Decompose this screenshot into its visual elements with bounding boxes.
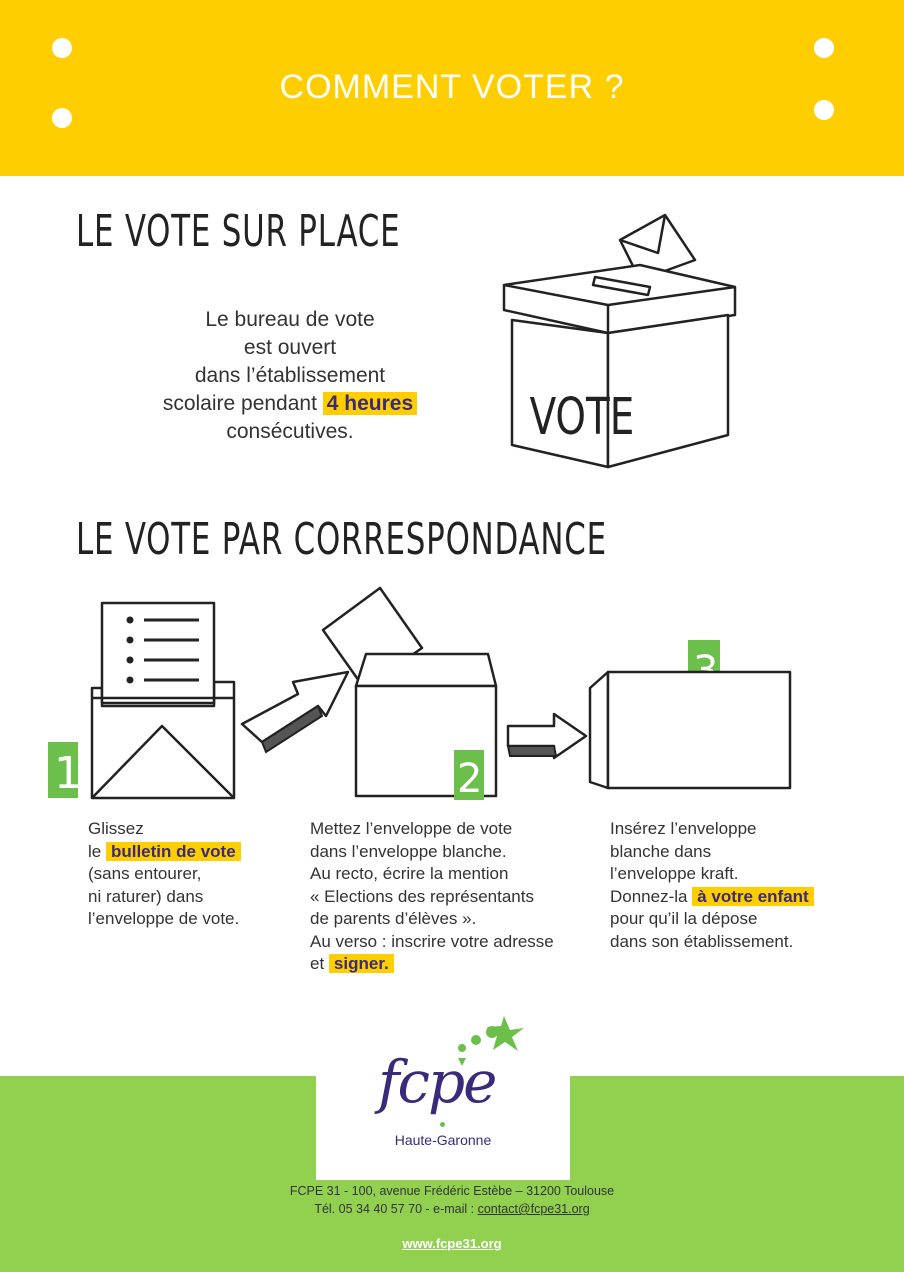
page-title: COMMENT VOTER ? <box>279 68 625 106</box>
step-line-prefix: et <box>310 954 325 973</box>
ballot-box-label: VOTE <box>529 387 635 447</box>
step-line <box>310 953 600 976</box>
step-line: dans son établissement. <box>610 931 794 951</box>
step-line: Glissez <box>88 819 144 838</box>
fcpe-logo-icon <box>376 1010 526 1120</box>
on-site-description <box>120 306 460 446</box>
on-site-line-prefix: scolaire pendant <box>162 392 317 415</box>
logo-wordmark: fcpe <box>378 1048 496 1116</box>
on-site-line: dans l’établissement <box>194 364 386 387</box>
step-line-prefix: le <box>88 841 102 861</box>
step-line: Au verso : inscrire votre adresse <box>310 931 554 951</box>
step-3-text <box>610 818 870 953</box>
on-site-line <box>120 390 460 418</box>
decor-dot-icon <box>52 38 72 58</box>
step-line <box>88 841 288 864</box>
kraft-envelope-icon <box>586 638 798 798</box>
footer-contact <box>0 1202 904 1216</box>
footer-contact-prefix: Tél. 05 34 40 57 70 - e-mail : <box>314 1202 475 1216</box>
envelope-with-ballot-icon <box>44 598 244 804</box>
on-site-line: consécutives. <box>226 420 354 443</box>
ballot-box-icon <box>490 205 750 475</box>
highlight-sign: signer. <box>329 954 394 973</box>
arrow-right-icon <box>506 710 590 766</box>
step-line: blanche dans <box>610 841 712 861</box>
step-line: Insérez l’enveloppe <box>610 819 757 838</box>
step-line: dans l’enveloppe blanche. <box>310 841 507 861</box>
section-title-on-site: LE VOTE SUR PLACE <box>76 206 401 257</box>
on-site-line: est ouvert <box>243 336 337 359</box>
step-line: ni raturer) dans <box>88 886 204 906</box>
logo-box <box>316 1018 570 1180</box>
envelope-with-card-icon <box>318 588 518 804</box>
highlight-child: à votre enfant <box>692 887 813 906</box>
step-number-1: 1 <box>54 748 82 799</box>
step-2-text <box>310 818 600 976</box>
step-1-text <box>88 818 288 931</box>
step-line: l’enveloppe de vote. <box>88 909 240 928</box>
highlight-ballot: bulletin de vote <box>106 842 241 861</box>
step-line: pour qu’il la dépose <box>610 909 758 928</box>
step-line: Au recto, écrire la mention <box>310 864 509 883</box>
step-line <box>610 886 870 909</box>
section-title-mail: LE VOTE PAR CORRESPONDANCE <box>76 514 607 565</box>
website-link[interactable]: www.fcpe31.org <box>402 1236 502 1251</box>
step-line: « Elections des représentants <box>310 886 534 906</box>
decor-dot-icon <box>814 38 834 58</box>
step-line-prefix: Donnez-la <box>610 886 688 906</box>
step-line: Mettez l’enveloppe de vote <box>310 819 513 838</box>
step-line: l’enveloppe kraft. <box>610 864 739 883</box>
email-link[interactable]: contact@fcpe31.org <box>477 1202 590 1216</box>
highlight-duration: 4 heures <box>323 392 417 415</box>
logo-region: Haute-Garonne <box>394 1132 492 1148</box>
header-banner <box>0 0 904 176</box>
logo-dot-icon <box>440 1122 445 1127</box>
decor-dot-icon <box>52 108 72 128</box>
footer-address: FCPE 31 - 100, avenue Frédéric Estèbe – 31200 Toulouse <box>289 1184 615 1198</box>
on-site-line: Le bureau de vote <box>205 308 375 331</box>
step-line: (sans entourer, <box>88 864 202 883</box>
step-number-2: 2 <box>457 756 483 802</box>
step-line: de parents d’élèves ». <box>310 909 477 928</box>
